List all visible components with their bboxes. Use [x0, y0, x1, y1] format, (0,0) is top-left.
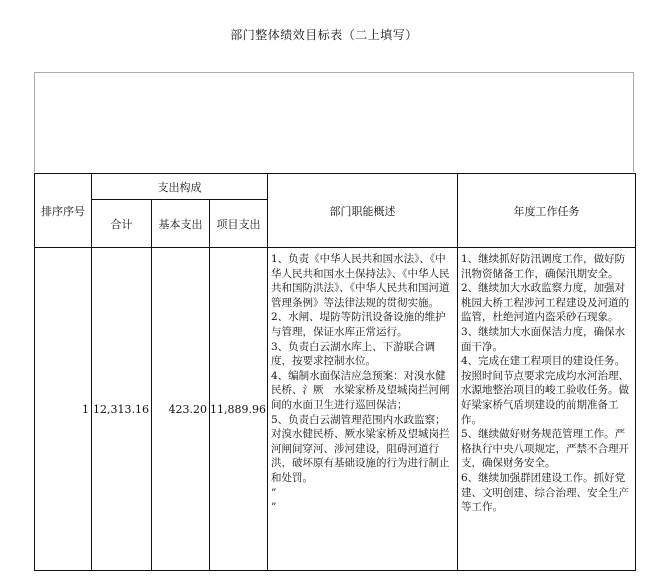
task-item: 5、继续做好财务规范管理工作。严格执行中央八项规定，严禁不合理开支，确保财务安全。	[461, 428, 629, 470]
cell-duties	[268, 248, 458, 571]
header-project: 项目支出	[210, 200, 268, 248]
cell-project: 11,889.96	[210, 248, 268, 571]
task-item: 1、继续抓好防汛调度工作，做好防汛物资储备工作，确保汛期安全。	[461, 253, 626, 280]
task-item: 2、继续加大水政监察力度，加强对桃园大桥工程涉河工程建设及河道的监管，杜绝河道内盗采砂石现象。	[461, 282, 629, 324]
duty-item: 4、编制水面保洁应急预案：对溴水健民桥、氵厥 水梁家桥及望城岗拦河闸间的水面卫生进行巡回保洁；	[271, 369, 450, 411]
blank-header-area	[34, 72, 634, 172]
header-basic: 基本支出	[152, 200, 210, 248]
duty-item: 2、水闸、堤防等防汛设备设施的维护与管理，保证水库正常运行。	[271, 311, 446, 338]
header-expenditure-group: 支出构成	[92, 174, 268, 200]
duty-item: 1、负责《中华人民共和国水法》、《中华人民共和国水土保持法》、《中华人民共和国防洪法》、《中华人民共和国河道管理条例》等法律法规的贯彻实施。	[271, 253, 450, 309]
header-seq: 排序序号	[35, 174, 92, 248]
duty-item: 5、负责白云湖管理范围内水政监察；对溴水健民桥、厥水梁家桥及望城岗拦河闸间穿河、涉河建设，阻碍河道行洪，破坏原有基础设施的行为进行制止和处罚。	[271, 413, 450, 484]
duty-item: ”	[271, 486, 277, 499]
task-item: 6、继续加强群团建设工作。抓好党建、文明创建、综合治理、安全生产等工作。	[461, 471, 629, 514]
table-row	[35, 248, 636, 571]
duty-item: ”	[271, 501, 277, 514]
performance-table	[34, 173, 636, 571]
header-total: 合计	[92, 200, 152, 248]
cell-tasks	[458, 248, 636, 571]
task-item: 3、继续加大水面保洁力度，确保水面干净。	[461, 325, 626, 353]
task-item: 4、完成在建工程项目的建设任务。按照时间节点要求完成均水河治理、水源地整治项目的峻工验收任务。做好梁家桥气盾坝建设的前期准备工作。	[461, 355, 629, 426]
cell-basic: 423.20	[152, 248, 210, 571]
duty-item: 3、负责白云湖水库上、下游联合调度，按要求控制水位。	[271, 340, 436, 368]
page-title: 部门整体绩效目标表（二上填写）	[230, 28, 418, 42]
header-duties: 部门职能概述	[268, 174, 458, 248]
cell-seq: 1	[35, 248, 92, 571]
cell-total: 12,313.16	[92, 248, 152, 571]
header-tasks: 年度工作任务	[458, 174, 636, 248]
